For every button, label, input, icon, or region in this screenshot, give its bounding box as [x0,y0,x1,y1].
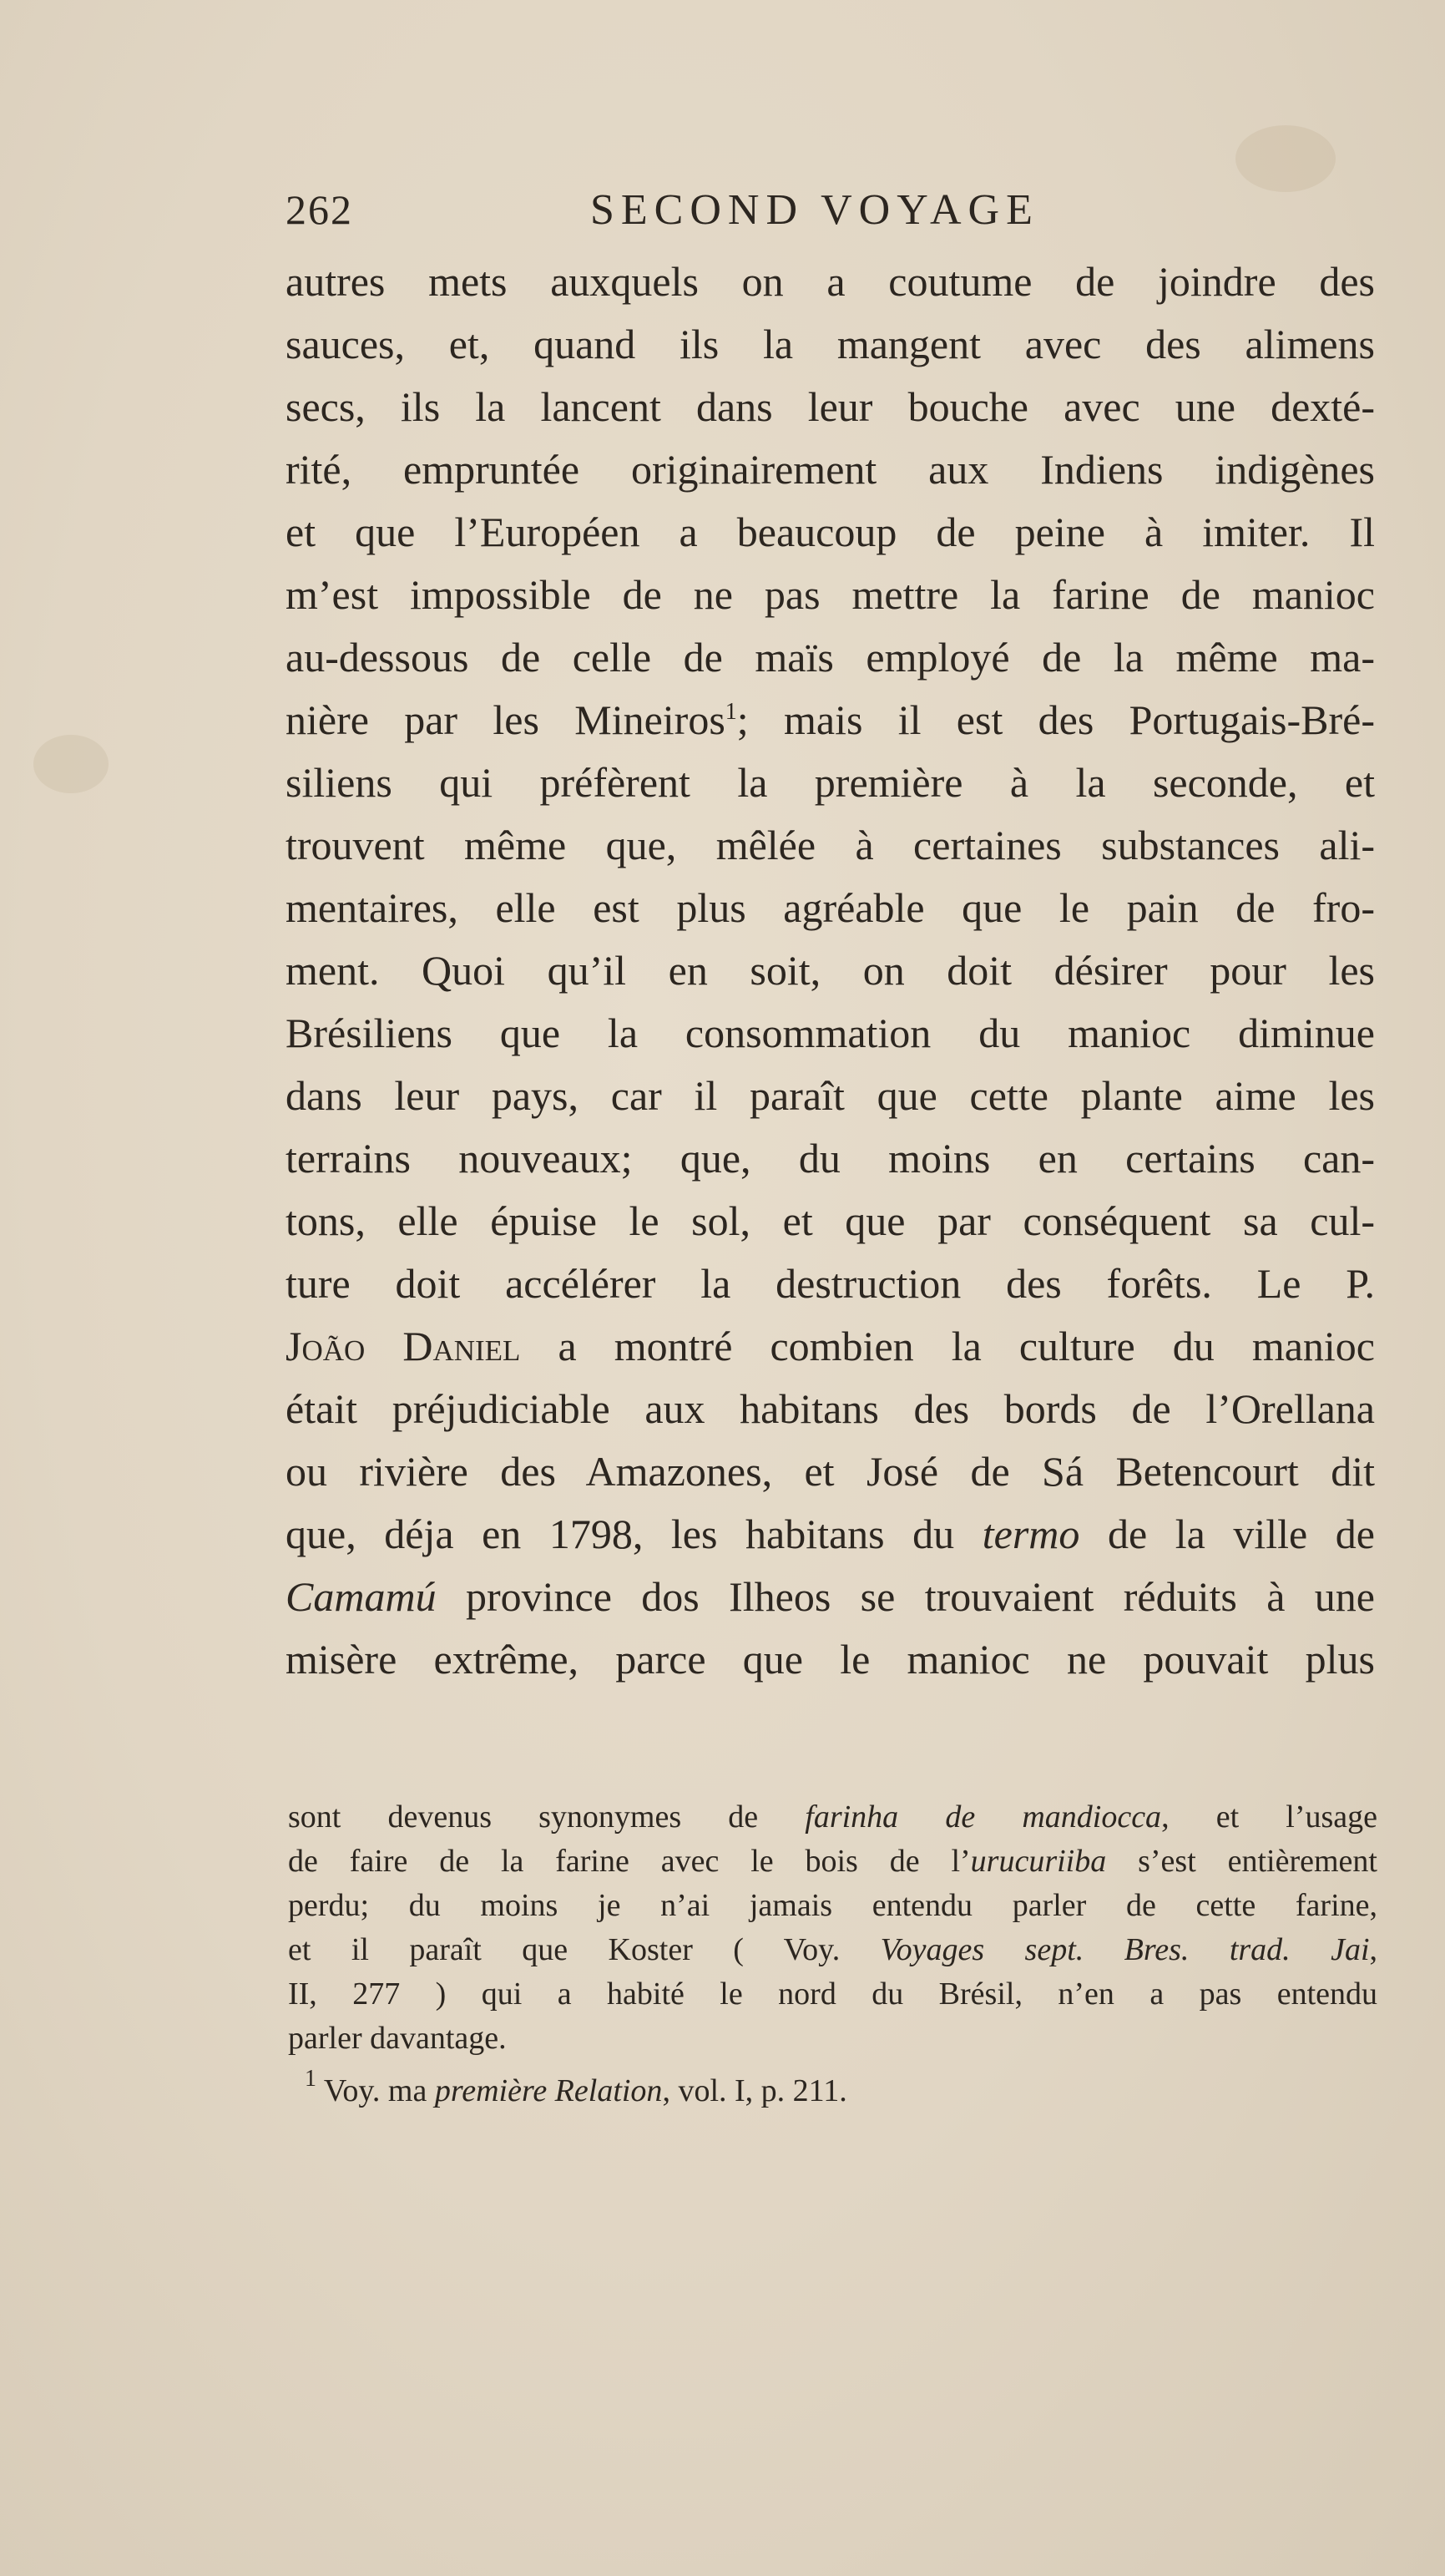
text-line: mentaires, elle est plus agréable que le pain de fro- [285,884,1375,931]
text-line: ment. Quoi qu’il en soit, on doit désirer pour les [285,947,1375,994]
page-header [285,185,1375,244]
text-line [285,1315,1375,1378]
text-line: trouvent même que, mêlée à certaines substances ali- [285,822,1375,868]
italic-place: Camamú [285,1573,437,1620]
text-line: était préjudiciable aux habitans des bords de l’Orellana [285,1385,1375,1432]
footnote-line: II, 277 ) qui a habité le nord du Brésil, n’en a pas entendu [288,1976,1377,2012]
text-span: , vol. I, p. 211. [662,2073,847,2108]
text-line: ou rivière des Amazones, et José de Sá Betencourt dit [285,1448,1375,1495]
text-line: misère extrême, parce que le manioc ne pouvait plus [285,1636,1375,1683]
footnote-marker: 1 [305,2066,316,2092]
text-line: m’est impossible de ne pas mettre la farine de manioc [285,571,1375,618]
author-name: João Daniel [285,1323,521,1369]
text-line [285,689,1375,752]
footnote-marker: 1 [725,699,737,725]
text-line: tons, elle épuise le sol, et que par conséquent sa cul- [285,1197,1375,1244]
text-span: nière par les Mineiros [285,696,725,743]
text-span: de faire de la farine avec le bois de l’ [288,1844,971,1879]
text-line [285,1503,1375,1566]
text-span: province dos Ilheos se trouvaient réduits à une [436,1573,1375,1620]
paper-stain [33,735,109,793]
italic-citation: Voyages sept. Bres. trad. Jai [880,1932,1370,1967]
text-line: siliens qui préfèrent la première à la seconde, et [285,759,1375,806]
text-line: et que l’Européen a beaucoup de peine à imiter. Il [285,509,1375,555]
italic-term: farinha de mandiocca [805,1799,1162,1835]
text-span: que, déja en 1798, les habitans du [285,1511,983,1557]
text-line: terrains nouveaux; que, du moins en certains can- [285,1135,1375,1182]
text-span: , [1369,1932,1378,1967]
main-text [285,251,1375,1691]
text-line: Brésiliens que la consommation du manioc diminue [285,1010,1375,1056]
text-span: et il paraît que Koster ( Voy. [288,1932,881,1967]
italic-term: termo [982,1511,1080,1557]
text-line: au-dessous de celle de maïs employé de la même ma- [285,634,1375,681]
text-line: sauces, et, quand ils la mangent avec des alimens [285,321,1375,367]
footnote-line [288,1795,1377,1840]
text-span: , et l’usage [1161,1799,1377,1835]
text-line: secs, ils la lancent dans leur bouche avec une dexté- [285,383,1375,430]
text-span: ; mais il est des Portugais-Bré- [736,696,1375,743]
page-number: 262 [285,186,353,233]
footnotes [288,1795,1377,2113]
italic-term: urucuriiba [970,1844,1107,1879]
text-line [285,1566,1375,1628]
text-span: Voy. ma [316,2073,435,2108]
text-span: s’est entièrement [1106,1844,1377,1879]
text-line: dans leur pays, car il paraît que cette plante aime les [285,1072,1375,1119]
italic-citation: première Relation [434,2073,663,2108]
text-span: de la ville de [1079,1511,1375,1557]
footnote-1 [288,2066,1377,2113]
text-line: rité, empruntée originairement aux Indiens indigènes [285,446,1375,493]
footnote-line: parler davantage. [288,2021,507,2056]
footnote-line [288,1840,1377,1884]
text-line: ture doit accélérer la destruction des forêts. Le P. [285,1260,1375,1307]
footnote-line [288,1928,1377,1972]
paper-stain [1235,125,1336,192]
footnote-line: perdu; du moins je n’ai jamais entendu parler de cette farine, [288,1888,1377,1923]
running-title: SECOND VOYAGE [590,186,1039,234]
text-span: a montré combien la culture du manioc [520,1323,1375,1369]
text-span: sont devenus synonymes de [288,1799,806,1835]
text-line: autres mets auxquels on a coutume de joindre des [285,258,1375,305]
